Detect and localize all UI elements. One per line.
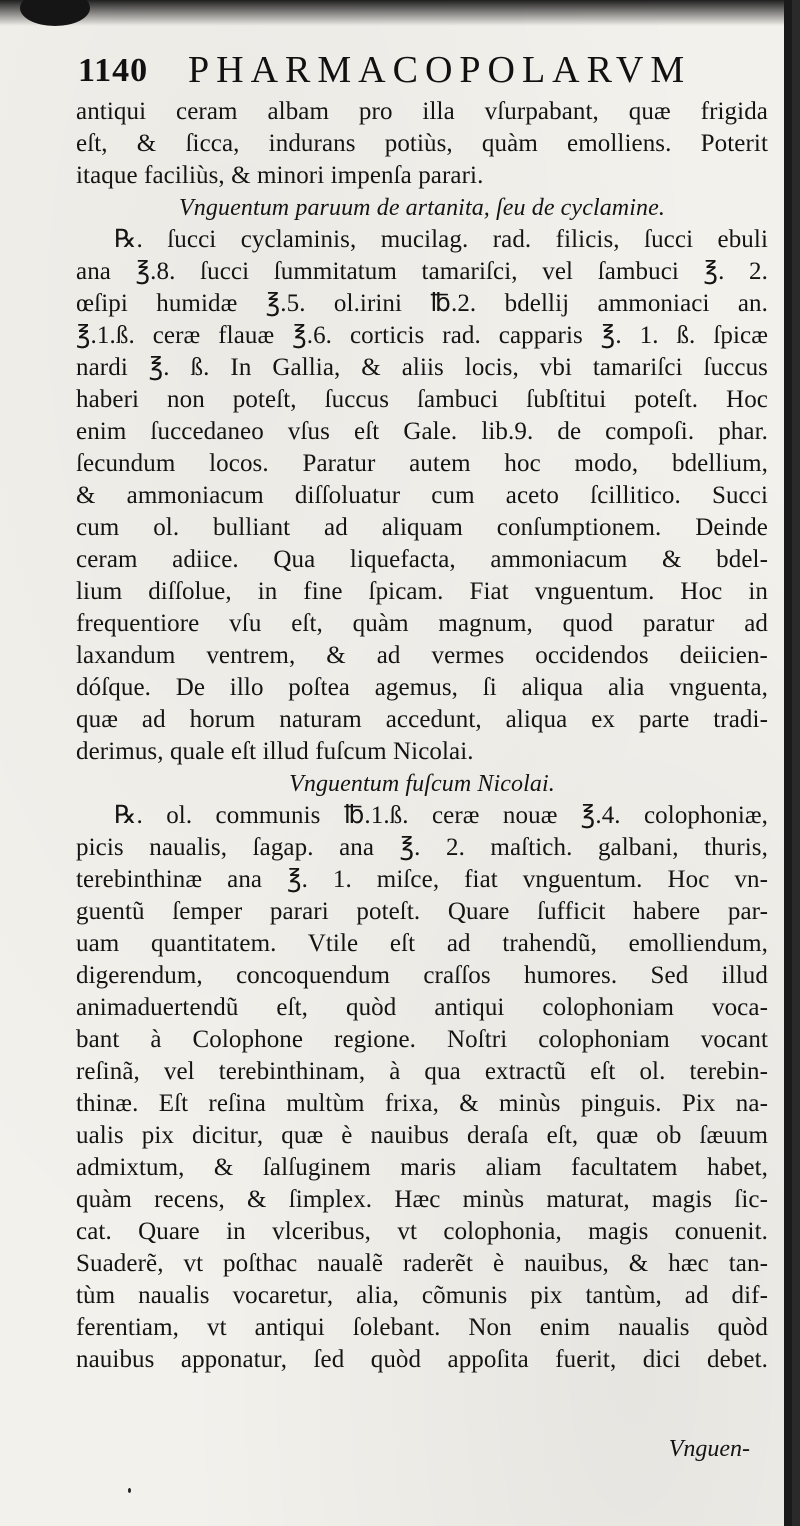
text-line: quæ ad horum naturam accedunt, aliqua ex parte tradi- <box>76 706 768 733</box>
text-line: animaduertendũ eſt, quòd antiqui colophoniam voca- <box>76 994 768 1021</box>
text-line: lium diſſolue, in fine ſpicam. Fiat vnguentum. Hoc in <box>76 578 768 605</box>
text-line: ana ℥.8. ſucci ſummitatum tamariſci, vel ſambuci ℥. 2. <box>76 258 768 285</box>
text-line: guentũ ſemper parari poteſt. Quare ſufficit habere par- <box>76 898 768 925</box>
text-line: quàm recens, & ſimplex. Hæc minùs maturat, magis ſic- <box>76 1186 768 1213</box>
text-line: nardi ℥. ß. In Gallia, & aliis locis, vbi tamariſci ſuccus <box>76 354 768 381</box>
text-line: reſinã, vel terebinthinam, à qua extractũ eſt ol. terebin- <box>76 1058 768 1085</box>
text-line: dóſque. De illo poſtea agemus, ſi aliqua alia vnguenta, <box>76 674 768 701</box>
text-line: digerendum, concoquendum craſſos humores. Sed illud <box>76 962 768 989</box>
text-line: ſecundum locos. Paratur autem hoc modo, bdellium, <box>76 450 768 477</box>
text-line: ℞. ol. communis ℔.1.ß. ceræ nouæ ℥.4. colophoniæ, <box>114 802 768 829</box>
text-line: enim ſuccedaneo vſus eſt Gale. lib.9. de compoſi. phar. <box>76 418 768 445</box>
text-line: eſt, & ſicca, indurans potiùs, quàm emolliens. Poterit <box>76 130 768 157</box>
page-edge-shadow <box>784 0 792 1526</box>
text-line: itaque faciliùs, & minori impenſa parari. <box>76 162 484 189</box>
text-line: ceram adiice. Qua liquefacta, ammoniacum & bdel- <box>76 546 768 573</box>
catchword: Vnguen- <box>668 1436 750 1462</box>
text-line: ℞. ſucci cyclaminis, mucilag. rad. filicis, ſucci ebuli <box>114 226 768 253</box>
text-line: tùm naualis vocaretur, alia, cõmunis pix tantùm, ad dif- <box>76 1282 768 1309</box>
text-line: uam quantitatem. Vtile eſt ad trahendũ, emolliendum, <box>76 930 768 957</box>
text-line: ferentiam, vt antiqui ſolebant. Non enim naualis quòd <box>76 1314 768 1341</box>
text-line: haberi non poteſt, ſuccus ſambuci ſubſtitui poteſt. Hoc <box>76 386 768 413</box>
text-line: thinæ. Eſt reſina multùm frixa, & minùs pinguis. Pix na- <box>76 1090 768 1117</box>
running-title: PHARMACOPOLARVM <box>188 49 692 91</box>
page-top-shadow <box>0 0 792 26</box>
text-line: terebinthinæ ana ℥. 1. miſce, fiat vnguentum. Hoc vn- <box>76 866 768 893</box>
text-line: frequentiore vſu eſt, quàm magnum, quod paratur ad <box>76 610 768 637</box>
text-line: bant à Colophone regione. Noſtri colophoniam vocant <box>76 1026 768 1053</box>
text-line: antiqui ceram albam pro illa vſurpabant, quæ frigida <box>76 98 768 125</box>
text-line: cum ol. bulliant ad aliquam conſumptionem. Deinde <box>76 514 768 541</box>
text-line: ualis pix dicitur, quæ è nauibus deraſa eſt, quæ ob ſæuum <box>76 1122 768 1149</box>
text-line: nauibus apponatur, ſed quòd appoſita fuerit, dici debet. <box>76 1346 768 1373</box>
text-line: admixtum, & ſalſuginem maris aliam facultatem habet, <box>76 1154 768 1181</box>
running-head <box>78 48 758 94</box>
ink-speck <box>128 1488 131 1493</box>
text-line: laxandum ventrem, & ad vermes occidendos deiicien- <box>76 642 768 669</box>
text-block <box>76 96 768 1376</box>
text-line: Suaderẽ, vt poſthac naualẽ raderẽt è nauibus, & hæc tan- <box>76 1250 768 1277</box>
text-line: & ammoniacum diſſoluatur cum aceto ſcillitico. Succi <box>76 482 768 509</box>
text-line: œſipi humidæ ℥.5. ol.irini ℔.2. bdellij ammoniaci an. <box>76 290 768 317</box>
text-line: ℥.1.ß. ceræ flauæ ℥.6. corticis rad. capparis ℥. 1. ß. ſpicæ <box>76 322 768 349</box>
text-line: derimus, quale eſt illud fuſcum Nicolai. <box>76 738 474 765</box>
text-line: picis naualis, ſagap. ana ℥. 2. maſtich. galbani, thuris, <box>76 834 768 861</box>
section-heading: Vnguentum fuſcum Nicolai. <box>289 771 555 797</box>
text-line: cat. Quare in vlceribus, vt colophonia, magis conuenit. <box>76 1218 768 1245</box>
page-number: 1140 <box>78 52 149 89</box>
section-heading: Vnguentum paruum de artanita, ſeu de cyclamine. <box>179 195 665 221</box>
